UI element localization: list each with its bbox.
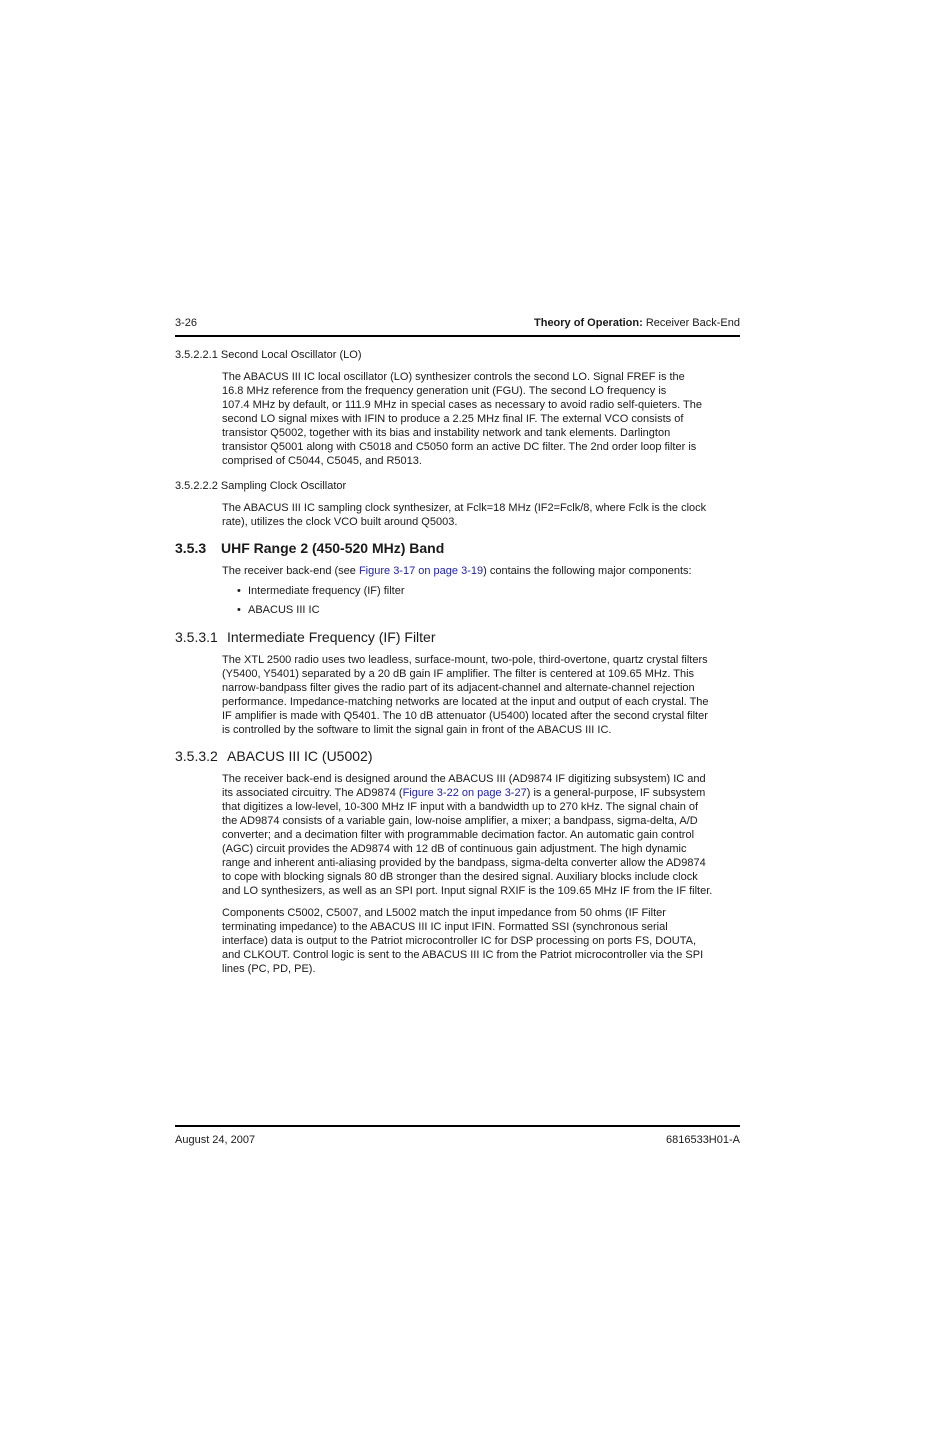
- bullet-text: ABACUS III IC: [248, 604, 320, 616]
- section-title: ABACUS III IC (U5002): [227, 748, 373, 764]
- para-abacus-1: [222, 772, 742, 898]
- text-line: and CLKOUT. Control logic is sent to the ABACUS III IC from the Patriot microcontroller via the SPI: [222, 949, 704, 961]
- text-line: IF amplifier is made with Q5401. The 10 dB attenuator (U5400) located after the second crystal filter: [222, 710, 708, 722]
- text-line: terminating impedance) to the ABACUS III IC input IFIN. Formatted SSI (synchronous serial: [222, 921, 668, 933]
- heading-3-5-3: [175, 540, 444, 556]
- text-line: Components C5002, C5007, and L5002 match the input impedance from 50 ohms (IF Filter: [222, 907, 666, 919]
- bullet-icon: •: [237, 604, 241, 616]
- header-rule: [175, 335, 740, 337]
- footer-doc-number: 6816533H01-A: [665, 1134, 740, 1146]
- text-line: 16.8 MHz reference from the frequency generation unit (FGU). The second LO frequency is: [222, 385, 667, 397]
- bullet-item: [237, 604, 320, 616]
- text-line: performance. Impedance-matching networks are located at the input and output of each crystal. The: [222, 696, 709, 708]
- bullet-item: [237, 585, 405, 597]
- section-number: 3.5.3.2: [175, 748, 218, 764]
- text-line: The receiver back-end is designed around the ABACUS III (AD9874 IF digitizing subsystem) IC and: [222, 773, 706, 785]
- text-line: that digitizes a low-level, 10-300 MHz IF input with a bandwidth up to 270 kHz. The signal chain of: [222, 801, 699, 813]
- para-abacus-2: [222, 906, 742, 976]
- figure-link-3-17[interactable]: Figure 3-17 on page 3-19: [358, 565, 484, 577]
- heading-3-5-3-2: [175, 748, 373, 764]
- running-title-bold: Theory of Operation:: [534, 317, 643, 329]
- text-line: transistor Q5001 along with C5018 and C5050 form an active DC filter. The 2nd order loop filter is: [222, 441, 697, 453]
- section-title: Intermediate Frequency (IF) Filter: [227, 629, 436, 645]
- text-line: 107.4 MHz by default, or 111.9 MHz in special cases as necessary to avoid radio self-quieters. The: [222, 399, 702, 411]
- bullet-text: Intermediate frequency (IF) filter: [248, 585, 405, 597]
- text-line: second LO signal mixes with IFIN to produce a 2.25 MHz final IF. The external VCO consists of: [222, 413, 684, 425]
- text-line: [222, 786, 742, 800]
- text-run: ) is a general-purpose, IF subsystem: [526, 787, 706, 799]
- heading-3-5-2-2-1: 3.5.2.2.1 Second Local Oscillator (LO): [175, 349, 362, 361]
- text-run: ) contains the following major components:: [483, 565, 692, 577]
- heading-3-5-2-2-2: 3.5.2.2.2 Sampling Clock Oscillator: [175, 480, 347, 492]
- section-number: 3.5.3.1: [175, 629, 218, 645]
- page-number: 3-26: [175, 317, 198, 329]
- text-line: The ABACUS III IC sampling clock synthesizer, at Fclk=18 MHz (IF2=Fclk/8, where Fclk is the clock: [222, 502, 707, 514]
- section-number: 3.5.3: [175, 540, 207, 556]
- text-line: The ABACUS III IC local oscillator (LO) synthesizer controls the second LO. Signal FREF is the: [222, 371, 685, 383]
- text-line: The XTL 2500 radio uses two leadless, surface-mount, two-pole, third-overtone, quartz crystal filters: [222, 654, 708, 666]
- text-line: rate), utilizes the clock VCO built around Q5003.: [222, 516, 458, 528]
- heading-3-5-3-1: [175, 629, 436, 645]
- para-sampling-clock: [222, 501, 742, 529]
- bullet-icon: •: [237, 585, 241, 597]
- text-line: and LO synthesizers, as well as an SPI port. Input signal RXIF is the 109.65 MHz IF from the IF filter.: [222, 885, 713, 897]
- para-uhf-intro: [222, 564, 742, 578]
- text-line: [222, 564, 742, 578]
- running-title-rest: Receiver Back-End: [642, 317, 740, 329]
- text-line: transistor Q5002, together with its bias and instability network and tank elements. Darlington: [222, 427, 671, 439]
- section-title: UHF Range 2 (450-520 MHz) Band: [221, 540, 445, 556]
- text-line: comprised of C5044, C5045, and R5013.: [222, 455, 422, 467]
- para-second-lo: [222, 370, 742, 468]
- text-line: interface) data is output to the Patriot microcontroller IC for DSP processing on ports FS, DOUTA,: [222, 935, 697, 947]
- footer-rule: [175, 1125, 740, 1127]
- text-run: The receiver back-end (see: [222, 565, 359, 577]
- footer-date: August 24, 2007: [175, 1134, 256, 1146]
- text-line: (Y5400, Y5401) separated by a 20 dB gain IF amplifier. The filter is centered at 109.65 MHz. This: [222, 668, 695, 680]
- text-line: range and inherent anti-aliasing provided by the bandpass, sigma-delta converter allow the AD9874: [222, 857, 706, 869]
- text-line: to cope with blocking signals 80 dB stronger than the desired signal. Auxiliary blocks include clock: [222, 871, 698, 883]
- figure-link-3-22[interactable]: Figure 3-22 on page 3-27: [402, 787, 527, 799]
- text-line: lines (PC, PD, PE).: [222, 963, 316, 975]
- page-header: [175, 317, 740, 331]
- text-line: is controlled by the software to limit the signal gain in front of the ABACUS III IC.: [222, 724, 612, 736]
- text-line: converter; and a decimation filter with programmable decimation factor. An automatic gain control: [222, 829, 695, 841]
- text-line: the AD9874 consists of a variable gain, low-noise amplifier, a mixer; a bandpass, sigma-delta, A/D: [222, 815, 698, 827]
- text-line: narrow-bandpass filter gives the radio part of its adjacent-channel and alternate-channel rejection: [222, 682, 695, 694]
- running-title: [534, 317, 740, 329]
- text-line: (AGC) circuit provides the AD9874 with 12 dB of continuous gain adjustment. The high dynamic: [222, 843, 687, 855]
- para-if-filter: [222, 653, 742, 737]
- text-run: its associated circuitry. The AD9874 (: [222, 787, 403, 799]
